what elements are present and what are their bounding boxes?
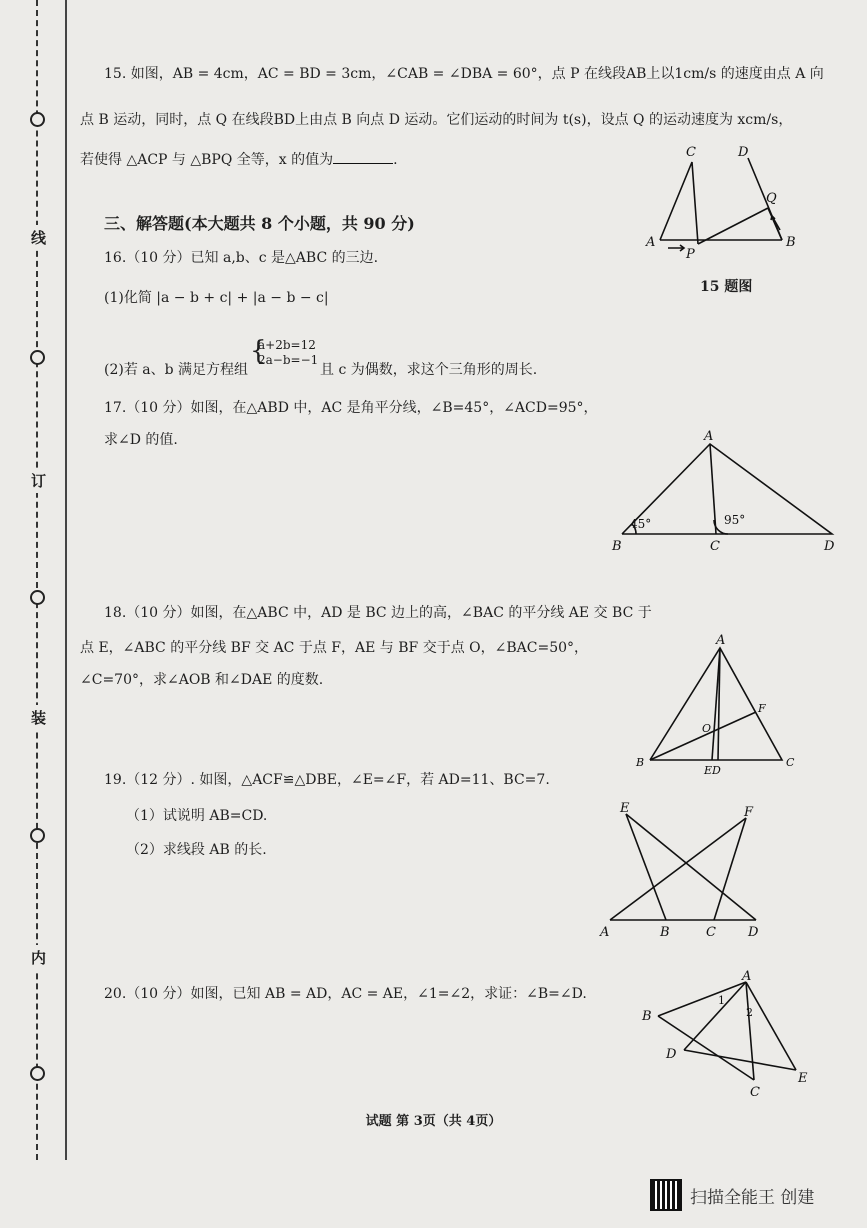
q17-line1: 17.（10 分）如图，在△ABD 中，AC 是角平分线，∠B=45°，∠ACD=95°， (104, 400, 598, 416)
q16-part1: (1)化简 |a − b + c| + |a − b − c| (104, 290, 329, 306)
q20-segment-ac (746, 982, 754, 1080)
q17-angle-b-value: 45° (630, 517, 652, 531)
q20-label-a: A (742, 969, 752, 984)
q15-label-q: Q (766, 191, 777, 206)
q15-line1: 15. 如图，AB = 4cm，AC = BD = 3cm，∠CAB = ∠DBA = 60°，点 P 在线段AB上以1cm/s 的速度由点 A 向 (104, 66, 824, 82)
q20-angle-2: 2 (746, 1006, 753, 1019)
q19-part1: （1）试说明 AB=CD. (126, 808, 268, 824)
qr-code-icon (650, 1179, 682, 1211)
q17-angle-c-value: 95° (724, 513, 746, 527)
q19-part2: （2）求线段 AB 的长. (126, 842, 267, 858)
q20-line1: 20.（10 分）如图，已知 AB = AD，AC = AE，∠1=∠2，求证：∠B=∠D. (104, 986, 587, 1002)
q18-label-o: O (702, 722, 712, 735)
answer-blank[interactable] (333, 163, 393, 164)
q17-line2: 求∠D 的值. (104, 432, 178, 448)
q19-line1: 19.（12 分）. 如图，△ACF≌△DBE，∠E=∠F，若 AD=11、BC=7. (104, 772, 550, 788)
q15-arrow-q (771, 216, 780, 230)
margin-rule (65, 0, 67, 1160)
q19-figure (596, 800, 776, 940)
q16-eq2: 2a−b=−1 (258, 353, 319, 367)
q16-line1: 16.（10 分）已知 a,b、c 是△ABC 的三边. (104, 250, 379, 266)
q18-label-f: F (758, 702, 766, 715)
q19-label-b: B (660, 925, 670, 940)
binding-char-zhuang: 装 (31, 705, 46, 730)
q15-segment-qb (768, 208, 782, 240)
section-3-title: 三、解答题(本大题共 8 个小题，共 90 分) (104, 214, 415, 233)
q15-label-a: A (646, 235, 656, 250)
q19-label-d: D (748, 925, 759, 940)
q20-segment-de (684, 1050, 796, 1070)
q19-segment-fa (610, 818, 746, 920)
q16-brace: { (250, 336, 267, 366)
q20-label-e: E (798, 1071, 808, 1086)
q20-segment-ae (746, 982, 796, 1070)
q16-part2-suffix: 且 c 为偶数，求这个三角形的周长. (320, 362, 538, 378)
q17-label-d: D (824, 539, 835, 554)
q18-line3: ∠C=70°，求∠AOB 和∠DAE 的度数. (80, 672, 324, 688)
binding-hole (30, 1066, 45, 1081)
q16-eq1: a+2b=12 (258, 338, 316, 352)
q20-segment-ad (684, 982, 746, 1050)
q15-line3: 若使得 △ACP 与 △BPQ 全等，x 的值为 . (80, 152, 398, 168)
q16-equation-system (258, 338, 318, 368)
q15-label-p: P (686, 247, 695, 262)
q17-label-a: A (704, 429, 714, 444)
binding-hole (30, 828, 45, 843)
q20-figure (636, 970, 816, 1100)
q20-label-b: B (642, 1009, 652, 1024)
q19-label-f: F (744, 805, 754, 820)
q20-label-c: C (750, 1085, 760, 1100)
q15-label-b: B (786, 235, 796, 250)
q17-label-c: C (710, 539, 720, 554)
q17-bisector-ac (710, 444, 716, 534)
binding-char-nei: 内 (31, 945, 46, 970)
q18-line1: 18.（10 分）如图，在△ABC 中，AD 是 BC 边上的高，∠BAC 的平分线 AE 交 BC 于 (104, 605, 652, 621)
q20-angle-1: 1 (718, 994, 725, 1007)
q15-arrow-p (668, 245, 684, 251)
q15-figure-caption: 15 题图 (700, 279, 753, 295)
q19-label-e: E (620, 801, 630, 816)
binding-hole (30, 590, 45, 605)
q15-figure (640, 140, 810, 260)
binding-dashed-line (36, 0, 38, 1160)
q15-line2: 点 B 运动，同时，点 Q 在线段BD上由点 B 向点 D 运动。它们运动的时间为 t(s)，设点 Q 的运动速度为 xcm/s， (80, 112, 793, 128)
q19-label-c: C (706, 925, 716, 940)
q18-label-a: A (716, 633, 726, 648)
binding-char-xian: 线 (31, 225, 46, 250)
q19-label-a: A (600, 925, 610, 940)
watermark-text: 扫描全能王 创建 (690, 1187, 815, 1208)
q18-label-ed: ED (704, 764, 721, 777)
binding-hole (30, 350, 45, 365)
q18-label-b: B (636, 756, 645, 769)
binding-char-ding: 订 (31, 468, 46, 493)
q15-label-c: C (686, 145, 696, 160)
q16-part2-prefix: (2)若 a、b 满足方程组 (104, 362, 249, 378)
q15-triangle-acp (660, 162, 698, 244)
q20-segment-ab (658, 982, 746, 1016)
page-footer: 试题 第 3页（共 4页） (365, 1114, 502, 1129)
binding-hole (30, 112, 45, 127)
q19-segment-fc (714, 818, 746, 920)
q18-line2: 点 E，∠ABC 的平分线 BF 交 AC 于点 F，AE 与 BF 交于点 O，∠BAC=50°， (80, 640, 589, 656)
scanner-watermark (650, 1180, 814, 1210)
q15-segment-pq (698, 208, 768, 244)
q15-label-d: D (738, 145, 749, 160)
q17-label-b: B (612, 539, 622, 554)
q17-figure (610, 428, 840, 558)
q18-label-c: C (786, 756, 795, 769)
q20-label-d: D (666, 1047, 677, 1062)
q18-figure (632, 633, 802, 777)
